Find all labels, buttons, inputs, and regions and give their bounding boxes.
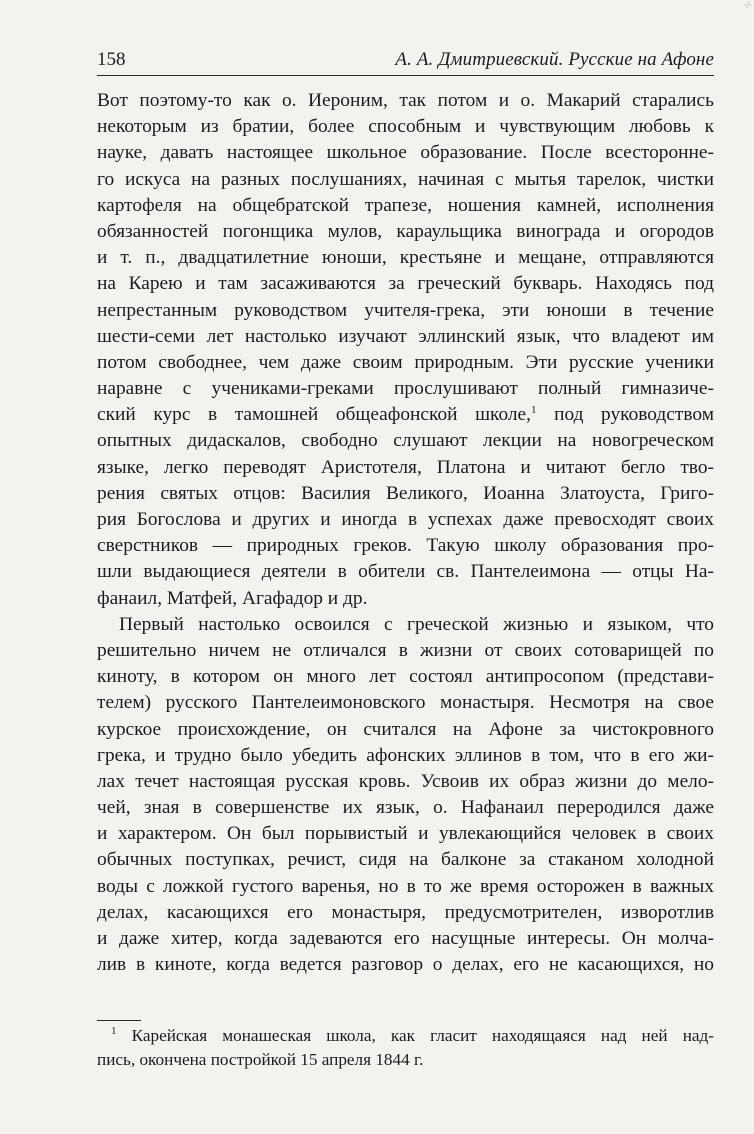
text-line: Первый настолько освоился с греческой жизнью и языком, что — [119, 613, 714, 635]
footnote-mark: 1 — [111, 1025, 117, 1037]
text-line: картофеля на общебратской трапезе, ношения камней, исполнения — [97, 194, 714, 216]
text-line: киноту, в котором он много лет состоял антипросопом (представи- — [97, 666, 714, 688]
text-line: некоторым из братии, более способным и чувствующим любовь к — [97, 116, 714, 138]
text-segment: ский курс в тамошней общеафонской школе, — [97, 404, 532, 426]
body-text — [97, 88, 714, 978]
footnote-reference[interactable]: 1 — [531, 404, 537, 417]
text-line: науке, давать настоящее школьное образование. После всесторонне- — [97, 142, 714, 164]
text-line: решительно ничем не отличался в жизни от своих сотоварищей по — [97, 639, 714, 661]
text-segment: под руководством — [536, 404, 714, 426]
page-number: 158 — [97, 49, 126, 70]
text-line: наравне с учениками-греками прослушивают полный гимназиче- — [97, 378, 714, 400]
text-line: и даже хитер, когда задеваются его насущные интересы. Он молча- — [97, 928, 714, 949]
text-line: чей, зная в совершенстве их язык, о. Нафанаил переродился даже — [97, 797, 714, 819]
text-line: языке, легко переводят Аристотеля, Платона и читают бегло тво- — [97, 456, 714, 478]
text-line: курское происхождение, он считался на Афоне за чистокровного — [97, 718, 714, 740]
text-line: делах, касающихся его монастыря, предусмотрителен, изворотлив — [97, 901, 714, 923]
page-header — [97, 47, 714, 76]
paragraph-1 — [97, 88, 714, 612]
running-title: А. А. Дмитриевский. Русские на Афоне — [395, 49, 714, 70]
text-line: рия Богослова и других и иногда в успехах даже превосходят своих — [97, 509, 714, 530]
text-line: обычных поступках, речист, сидя на балконе за стаканом холодной — [97, 849, 714, 871]
text-line: го искуса на разных послушаниях, начиная с мытья тарелок, чистки — [97, 168, 714, 190]
text-line: опытных дидаскалов, свободно слушают лекции на новогреческом — [97, 430, 714, 452]
text-line: и характером. Он был порывистый и увлекающийся человек в своих — [97, 823, 714, 845]
text-line-with-note — [97, 402, 714, 428]
text-line: на Карею и там засаживаются за греческий букварь. Находясь под — [97, 273, 714, 295]
text-line: непрестанным руководством учителя-грека, эти юноши в течение — [97, 299, 714, 321]
footnote-line: пись, окончена постройкой 15 апреля 1844 г. — [97, 1050, 424, 1069]
text-line: рения святых отцов: Василия Великого, Иоанна Златоуста, Григо- — [97, 482, 714, 504]
text-line: сверстников — природных греков. Такую школу образования про- — [97, 535, 714, 557]
paragraph-2 — [97, 612, 714, 979]
footnote-divider — [97, 1020, 141, 1021]
text-line: телем) русского Пантелеимоновского монастыря. Несмотря на свое — [97, 692, 714, 714]
text-line: шли выдающиеся деятели в обители св. Пантелеимона — отцы На- — [97, 561, 714, 583]
text-line: воды с ложкой густого варенья, но в то же время осторожен в важных — [97, 875, 714, 897]
text-line: Вот поэтому-то как о. Иероним, так потом и о. Макарий старались — [97, 90, 714, 111]
text-line: лах течет настоящая русская кровь. Усвоив их образ жизни до мело- — [97, 770, 714, 792]
text-line: и т. п., двадцатилетние юноши, крестьяне и мещане, отправляются — [97, 247, 714, 269]
text-line: фанаил, Матфей, Агафадор и др. — [97, 587, 368, 609]
text-line: грека, и трудно было убедить афонских эллинов в том, что в его жи- — [97, 744, 714, 766]
text-line: потом свободнее, чем даже своим природным. Эти русские ученики — [97, 351, 714, 373]
footnote-text: Карейская монашеская школа, как гласит находящаяся над ней над- — [116, 1026, 714, 1045]
text-line: лив в киноте, когда ведется разговор о делах, его не касающихся, но — [97, 954, 714, 976]
text-line: шести-семи лет настолько изучают эллинский язык, что владеют им — [97, 325, 714, 347]
scan-mark: ·/· — [743, 0, 752, 10]
text-line: обязанностей погонщика мулов, караульщика винограда и огородов — [97, 220, 714, 242]
footnote — [97, 1024, 714, 1072]
footnote-line — [97, 1024, 714, 1048]
